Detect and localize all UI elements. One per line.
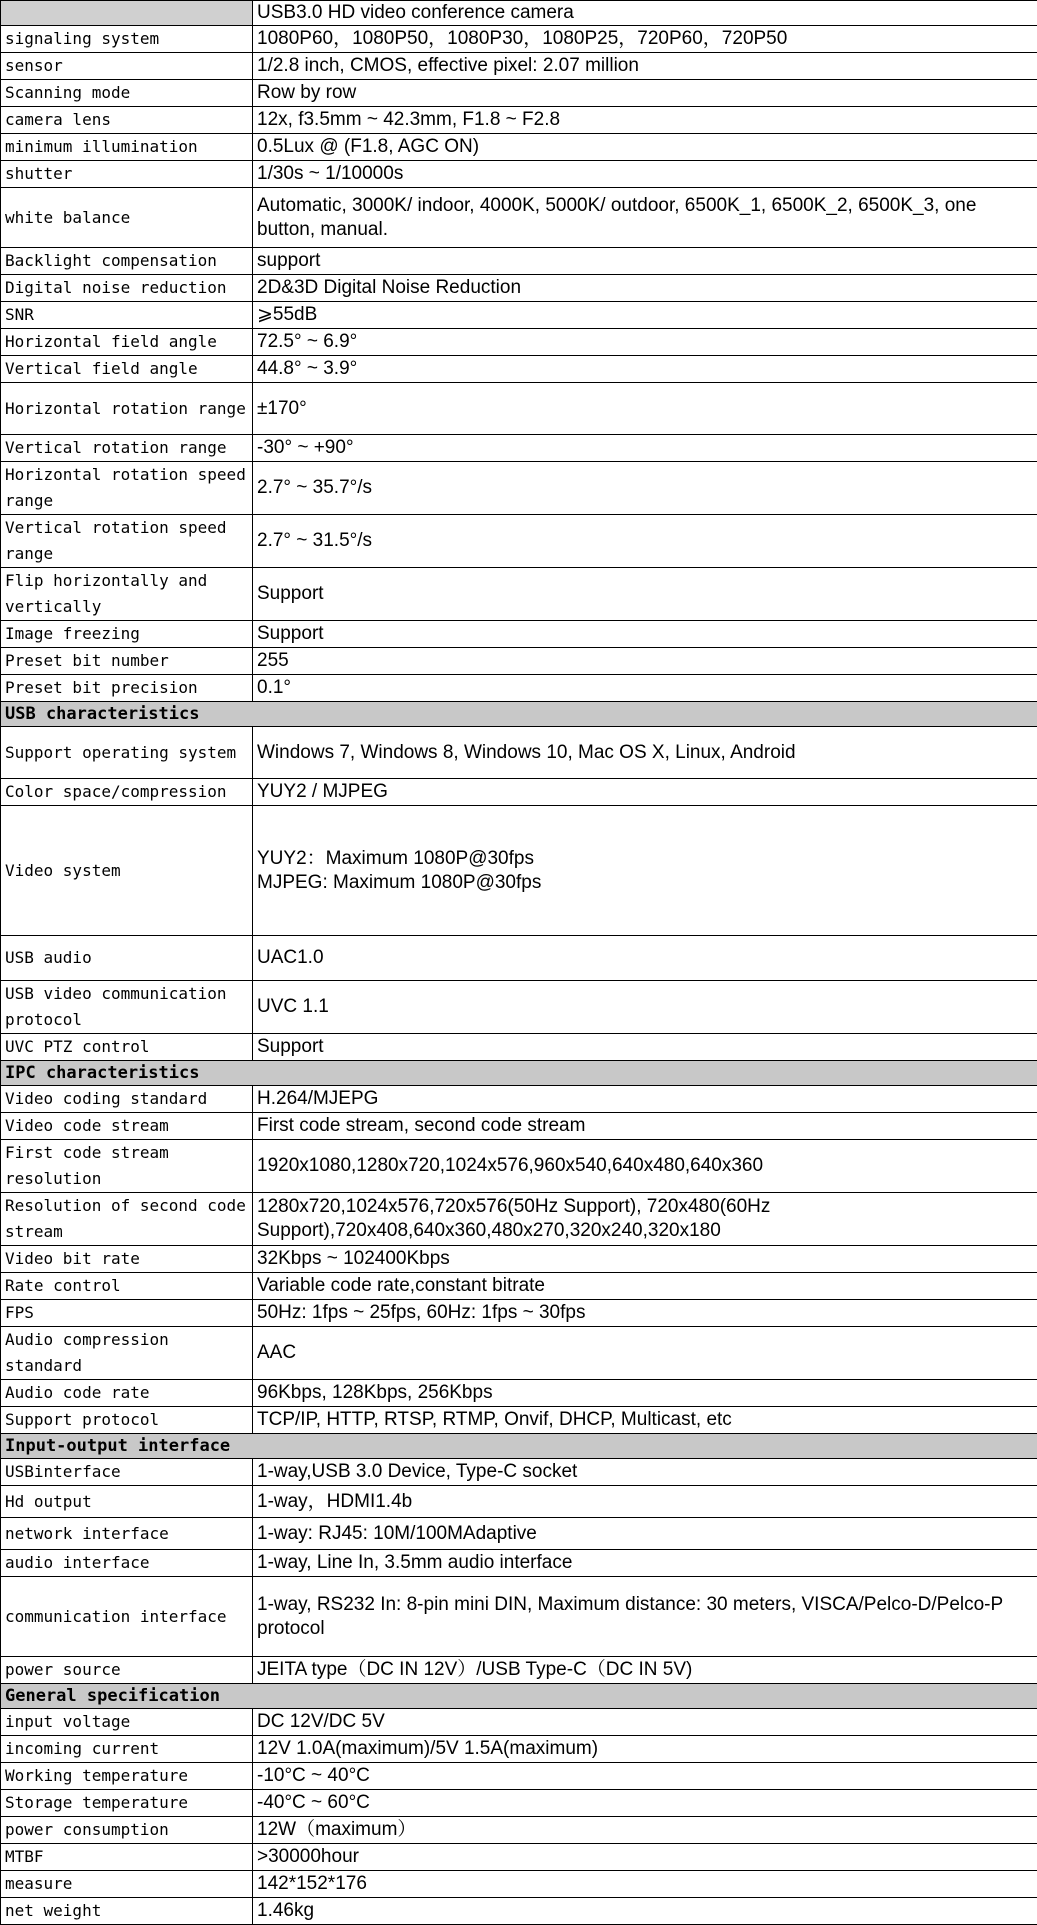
- spec-value: 1-way，HDMI1.4b: [253, 1486, 1037, 1518]
- spec-value: Automatic, 3000K/ indoor, 4000K, 5000K/ outdoor, 6500K_1, 6500K_2, 6500K_3, one button, manual.: [253, 188, 1037, 248]
- spec-label: USB video communication protocol: [1, 981, 253, 1034]
- spec-value: 12W（maximum）: [253, 1817, 1037, 1844]
- section-header-row: [1, 702, 1037, 727]
- spec-row: [1, 1273, 1037, 1300]
- spec-row: [1, 727, 1037, 779]
- spec-value: >30000hour: [253, 1844, 1037, 1871]
- spec-label: camera lens: [1, 107, 253, 134]
- spec-value: AAC: [253, 1327, 1037, 1380]
- spec-row: [1, 302, 1037, 329]
- spec-row: [1, 1193, 1037, 1246]
- spec-label: Horizontal rotation speed range: [1, 462, 253, 515]
- spec-row: [1, 329, 1037, 356]
- spec-label: Support protocol: [1, 1407, 253, 1434]
- spec-value: ±170°: [253, 383, 1037, 435]
- section-title: IPC characteristics: [1, 1061, 1037, 1086]
- spec-row: [1, 568, 1037, 621]
- spec-value: 1-way, RS232 In: 8-pin mini DIN, Maximum distance: 30 meters, VISCA/Pelco-D/Pelco-P protocol: [253, 1577, 1037, 1657]
- spec-value: 0.5Lux @ (F1.8, AGC ON): [253, 134, 1037, 161]
- spec-label: sensor: [1, 53, 253, 80]
- section-title: USB characteristics: [1, 702, 1037, 727]
- spec-row: [1, 1380, 1037, 1407]
- spec-row: [1, 1790, 1037, 1817]
- spec-value: Windows 7, Windows 8, Windows 10, Mac OS X, Linux, Android: [253, 727, 1037, 779]
- spec-value: DC 12V/DC 5V: [253, 1709, 1037, 1736]
- spec-value: 1/30s ~ 1/10000s: [253, 161, 1037, 188]
- section-header-row: [1, 1434, 1037, 1459]
- spec-label: Support operating system: [1, 727, 253, 779]
- spec-value: YUY2：Maximum 1080P@30fps MJPEG: Maximum 1080P@30fps: [253, 806, 1037, 936]
- spec-row: [1, 1246, 1037, 1273]
- spec-row: [1, 356, 1037, 383]
- spec-row: [1, 1518, 1037, 1550]
- spec-label: UVC PTZ control: [1, 1034, 253, 1061]
- spec-label: network interface: [1, 1518, 253, 1550]
- header-label-cell: [1, 1, 253, 26]
- spec-value: -30° ~ +90°: [253, 435, 1037, 462]
- spec-value: UVC 1.1: [253, 981, 1037, 1034]
- section-title: Input-output interface: [1, 1434, 1037, 1459]
- spec-value: UAC1.0: [253, 936, 1037, 981]
- spec-label: Hd output: [1, 1486, 253, 1518]
- spec-row: [1, 1844, 1037, 1871]
- spec-value: JEITA type（DC IN 12V）/USB Type-C（DC IN 5V): [253, 1657, 1037, 1684]
- spec-row: [1, 515, 1037, 568]
- spec-label: SNR: [1, 302, 253, 329]
- spec-value: 32Kbps ~ 102400Kbps: [253, 1246, 1037, 1273]
- spec-label: net weight: [1, 1898, 253, 1925]
- spec-row: [1, 981, 1037, 1034]
- spec-label: Horizontal field angle: [1, 329, 253, 356]
- spec-value: 1-way,USB 3.0 Device, Type-C socket: [253, 1459, 1037, 1486]
- spec-value: 2.7° ~ 31.5°/s: [253, 515, 1037, 568]
- spec-label: Working temperature: [1, 1763, 253, 1790]
- spec-value: 96Kbps, 128Kbps, 256Kbps: [253, 1380, 1037, 1407]
- spec-label: shutter: [1, 161, 253, 188]
- spec-value: support: [253, 248, 1037, 275]
- spec-label: Preset bit number: [1, 648, 253, 675]
- spec-label: minimum illumination: [1, 134, 253, 161]
- spec-row: [1, 107, 1037, 134]
- spec-row: [1, 621, 1037, 648]
- spec-row: [1, 435, 1037, 462]
- spec-row: [1, 1736, 1037, 1763]
- spec-label: Color space/compression: [1, 779, 253, 806]
- spec-value: 1-way, Line In, 3.5mm audio interface: [253, 1550, 1037, 1577]
- spec-row: [1, 1898, 1037, 1925]
- spec-row: [1, 462, 1037, 515]
- spec-label: signaling system: [1, 26, 253, 53]
- spec-value: TCP/IP, HTTP, RTSP, RTMP, Onvif, DHCP, Multicast, etc: [253, 1407, 1037, 1434]
- spec-label: Digital noise reduction: [1, 275, 253, 302]
- spec-value: H.264/MJEPG: [253, 1086, 1037, 1113]
- spec-row: [1, 1550, 1037, 1577]
- spec-value: -40°C ~ 60°C: [253, 1790, 1037, 1817]
- spec-row: [1, 1113, 1037, 1140]
- spec-label: USBinterface: [1, 1459, 253, 1486]
- spec-value: Support: [253, 1034, 1037, 1061]
- spec-row: [1, 806, 1037, 936]
- spec-value: 2.7° ~ 35.7°/s: [253, 462, 1037, 515]
- spec-value: 255: [253, 648, 1037, 675]
- spec-row: [1, 383, 1037, 435]
- spec-value: 72.5° ~ 6.9°: [253, 329, 1037, 356]
- spec-row: [1, 1407, 1037, 1434]
- spec-row: [1, 275, 1037, 302]
- spec-row: [1, 80, 1037, 107]
- spec-label: Rate control: [1, 1273, 253, 1300]
- spec-label: power source: [1, 1657, 253, 1684]
- spec-row: [1, 1034, 1037, 1061]
- spec-label: Backlight compensation: [1, 248, 253, 275]
- spec-value: ⩾55dB: [253, 302, 1037, 329]
- spec-value: 2D&3D Digital Noise Reduction: [253, 275, 1037, 302]
- spec-value: First code stream, second code stream: [253, 1113, 1037, 1140]
- spec-label: Audio code rate: [1, 1380, 253, 1407]
- spec-value: 1280x720,1024x576,720x576(50Hz Support), 720x480(60Hz Support),720x408,640x360,480x270,320x240,320x180: [253, 1193, 1037, 1246]
- spec-row: [1, 648, 1037, 675]
- spec-row: [1, 1327, 1037, 1380]
- spec-value: 142*152*176: [253, 1871, 1037, 1898]
- spec-label: Audio compression standard: [1, 1327, 253, 1380]
- spec-value: Variable code rate,constant bitrate: [253, 1273, 1037, 1300]
- spec-label: Video system: [1, 806, 253, 936]
- spec-label: incoming current: [1, 1736, 253, 1763]
- spec-value: 12x, f3.5mm ~ 42.3mm, F1.8 ~ F2.8: [253, 107, 1037, 134]
- spec-label: Resolution of second code stream: [1, 1193, 253, 1246]
- spec-value: 1/2.8 inch, CMOS, effective pixel: 2.07 million: [253, 53, 1037, 80]
- spec-label: Image freezing: [1, 621, 253, 648]
- spec-row: [1, 1709, 1037, 1736]
- spec-label: audio interface: [1, 1550, 253, 1577]
- spec-row: [1, 936, 1037, 981]
- spec-label: Vertical field angle: [1, 356, 253, 383]
- spec-value: 1-way: RJ45: 10M/100MAdaptive: [253, 1518, 1037, 1550]
- spec-label: Vertical rotation speed range: [1, 515, 253, 568]
- spec-label: Vertical rotation range: [1, 435, 253, 462]
- spec-value: 0.1°: [253, 675, 1037, 702]
- spec-label: communication interface: [1, 1577, 253, 1657]
- spec-label: measure: [1, 1871, 253, 1898]
- spec-value: YUY2 / MJPEG: [253, 779, 1037, 806]
- spec-row: [1, 1871, 1037, 1898]
- spec-value: 44.8° ~ 3.9°: [253, 356, 1037, 383]
- spec-value: -10°C ~ 40°C: [253, 1763, 1037, 1790]
- spec-label: USB audio: [1, 936, 253, 981]
- spec-label: power consumption: [1, 1817, 253, 1844]
- spec-row: [1, 161, 1037, 188]
- spec-label: Scanning mode: [1, 80, 253, 107]
- spec-row: [1, 53, 1037, 80]
- spec-label: MTBF: [1, 1844, 253, 1871]
- spec-value: Row by row: [253, 80, 1037, 107]
- spec-row: [1, 248, 1037, 275]
- spec-row: [1, 675, 1037, 702]
- spec-value: Support: [253, 621, 1037, 648]
- spec-value: Support: [253, 568, 1037, 621]
- spec-row: [1, 26, 1037, 53]
- spec-row: [1, 1086, 1037, 1113]
- spec-label: white balance: [1, 188, 253, 248]
- spec-label: input voltage: [1, 1709, 253, 1736]
- spec-row: [1, 1763, 1037, 1790]
- spec-label: Video code stream: [1, 1113, 253, 1140]
- spec-value: 1920x1080,1280x720,1024x576,960x540,640x480,640x360: [253, 1140, 1037, 1193]
- spec-row: [1, 779, 1037, 806]
- spec-value: 12V 1.0A(maximum)/5V 1.5A(maximum): [253, 1736, 1037, 1763]
- section-header-row: [1, 1684, 1037, 1709]
- spec-label: FPS: [1, 1300, 253, 1327]
- section-title: General specification: [1, 1684, 1037, 1709]
- spec-label: Video coding standard: [1, 1086, 253, 1113]
- spec-row: [1, 1657, 1037, 1684]
- product-title: USB3.0 HD video conference camera: [253, 1, 1037, 26]
- section-header-row: [1, 1061, 1037, 1086]
- spec-value: 1080P60，1080P50，1080P30，1080P25，720P60，720P50: [253, 26, 1037, 53]
- spec-label: Flip horizontally and vertically: [1, 568, 253, 621]
- spec-value: 1.46kg: [253, 1898, 1037, 1925]
- spec-row: [1, 1817, 1037, 1844]
- spec-label: First code stream resolution: [1, 1140, 253, 1193]
- spec-row: [1, 1459, 1037, 1486]
- spec-row: [1, 134, 1037, 161]
- spec-row: [1, 1486, 1037, 1518]
- spec-label: Video bit rate: [1, 1246, 253, 1273]
- spec-row: [1, 1577, 1037, 1657]
- spec-row: [1, 188, 1037, 248]
- spec-table-body: [1, 1, 1037, 1925]
- spec-label: Storage temperature: [1, 1790, 253, 1817]
- spec-label: Horizontal rotation range: [1, 383, 253, 435]
- spec-value: 50Hz: 1fps ~ 25fps, 60Hz: 1fps ~ 30fps: [253, 1300, 1037, 1327]
- spec-row: [1, 1300, 1037, 1327]
- spec-label: Preset bit precision: [1, 675, 253, 702]
- table-header-row: [1, 1, 1037, 26]
- spec-row: [1, 1140, 1037, 1193]
